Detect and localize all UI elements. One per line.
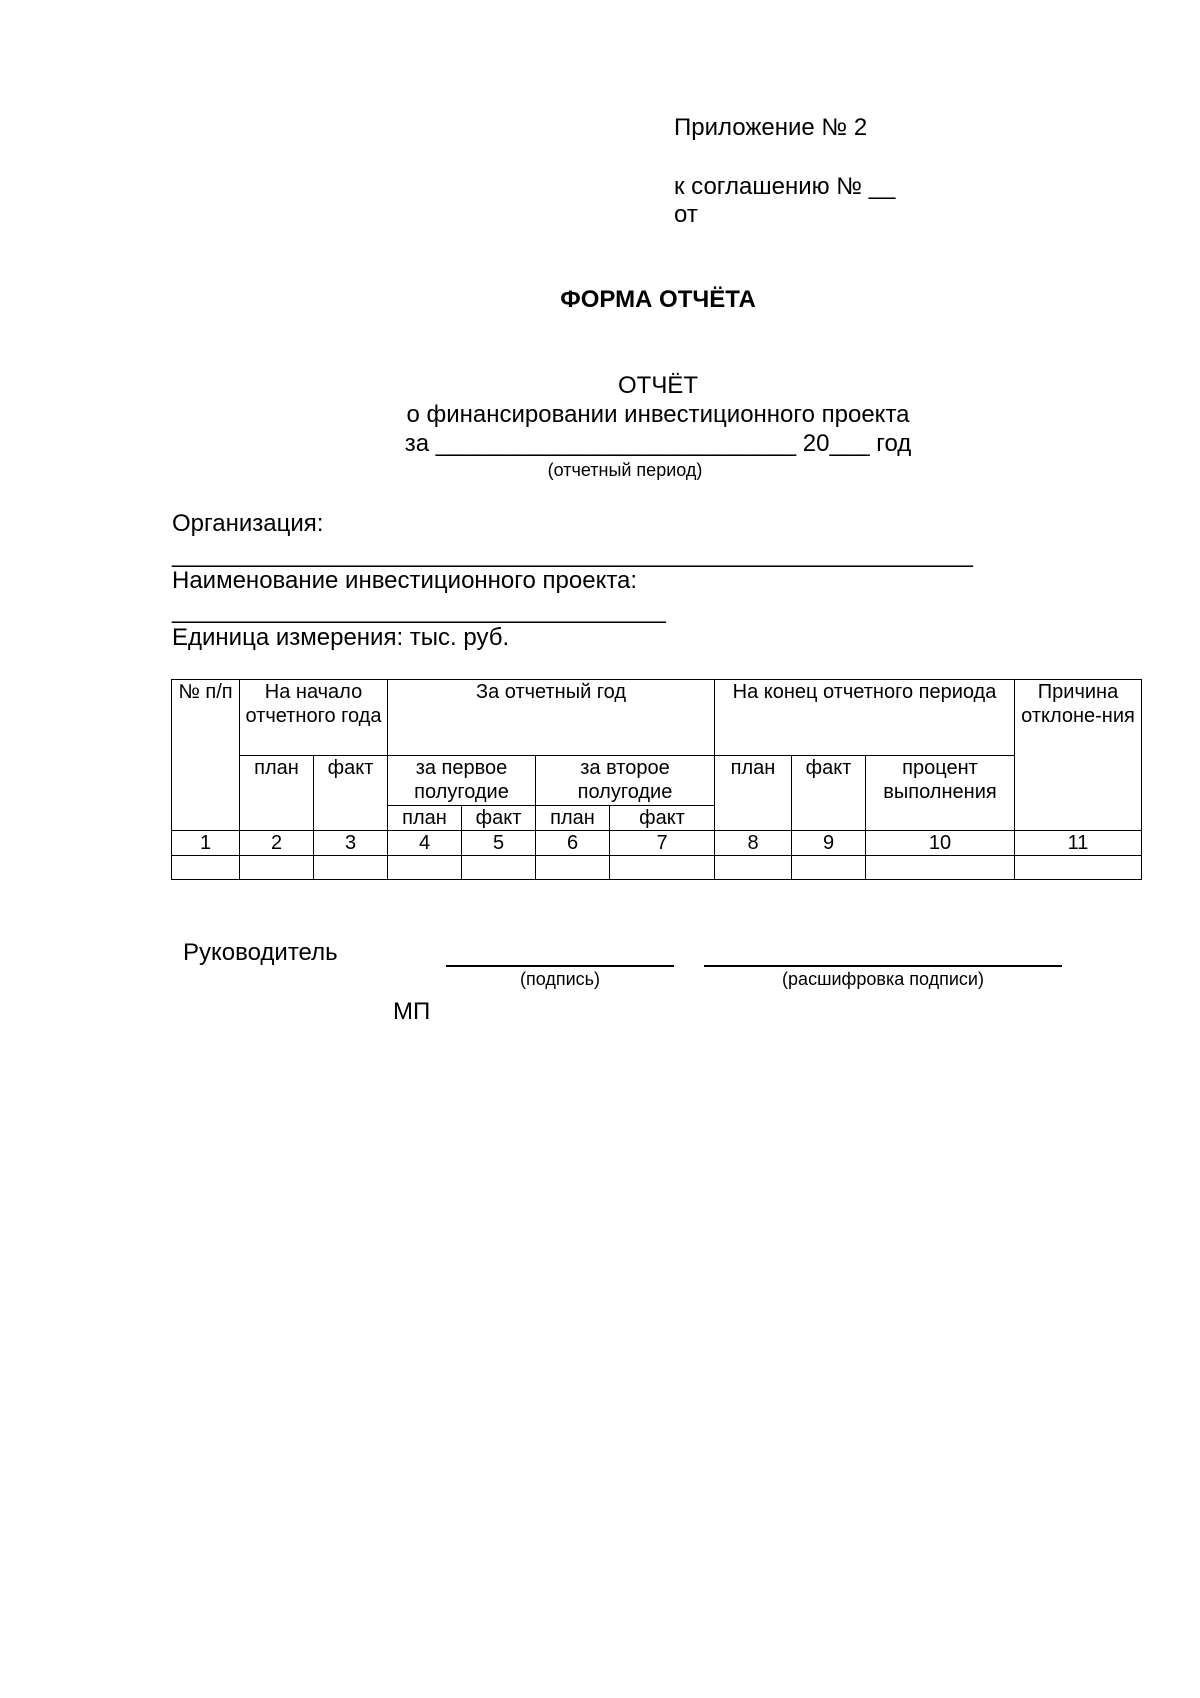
table-cell [792, 856, 866, 880]
project-name-label: Наименование инвестиционного проекта: [172, 567, 638, 594]
header-percent: процент выполнения [866, 756, 1015, 831]
header-reason: Причина отклоне-ния [1015, 680, 1142, 831]
table-cell [172, 856, 240, 880]
column-number-row [172, 831, 1142, 856]
table-cell [536, 856, 610, 880]
column-number: 3 [314, 831, 388, 856]
column-number: 10 [866, 831, 1015, 856]
table-cell [1015, 856, 1142, 880]
report-table [171, 679, 1142, 880]
column-number: 1 [172, 831, 240, 856]
table-row [172, 856, 1142, 880]
header-start-plan: план [240, 756, 314, 831]
table-cell [610, 856, 715, 880]
period-caption: (отчетный период) [547, 460, 703, 480]
header-second-half-fact: факт [610, 806, 715, 831]
column-number: 9 [792, 831, 866, 856]
table-cell [715, 856, 792, 880]
header-end-fact: факт [792, 756, 866, 831]
header-start-year: На начало отчетного года [240, 680, 388, 756]
column-number: 5 [462, 831, 536, 856]
column-number: 2 [240, 831, 314, 856]
column-number: 6 [536, 831, 610, 856]
column-number: 11 [1015, 831, 1142, 856]
report-title: ОТЧЁТ [617, 372, 698, 399]
form-title: ФОРМА ОТЧЁТА [560, 286, 756, 313]
header-report-year: За отчетный год [388, 680, 715, 756]
stamp-label: МП [393, 998, 431, 1025]
header-number: № п/п [172, 680, 240, 831]
header-end-period: На конец отчетного периода [715, 680, 1015, 756]
signature-decode-caption: (расшифровка подписи) [782, 969, 984, 989]
organization-label: Организация: [172, 510, 324, 537]
header-first-half: за первое полугодие [388, 756, 536, 806]
header-second-half-plan: план [536, 806, 610, 831]
column-number: 4 [388, 831, 462, 856]
appendix-date: от [674, 201, 698, 228]
table-cell [314, 856, 388, 880]
header-end-plan: план [715, 756, 792, 831]
table-cell [866, 856, 1015, 880]
header-second-half: за второе полугодие [536, 756, 715, 806]
signature-decode-line [704, 965, 1062, 967]
unit-label: Единица измерения: тыс. руб. [172, 624, 510, 651]
table-cell [240, 856, 314, 880]
appendix-agreement: к соглашению № __ [674, 173, 896, 200]
project-name-line: _____________________________________ [172, 597, 666, 624]
header-first-half-fact: факт [462, 806, 536, 831]
table-cell [462, 856, 536, 880]
header-first-half-plan: план [388, 806, 462, 831]
column-number: 8 [715, 831, 792, 856]
header-start-fact: факт [314, 756, 388, 831]
table-cell [388, 856, 462, 880]
report-subtitle: о финансировании инвестиционного проекта [406, 401, 910, 428]
signature-caption: (подпись) [519, 969, 601, 989]
organization-line: ____________________________________________________________ [172, 541, 973, 568]
head-label: Руководитель [183, 939, 338, 966]
signature-line [446, 965, 674, 967]
appendix-number: Приложение № 2 [674, 114, 868, 141]
column-number: 7 [610, 831, 715, 856]
report-period-line: за ___________________________ 20___ год [404, 430, 912, 457]
